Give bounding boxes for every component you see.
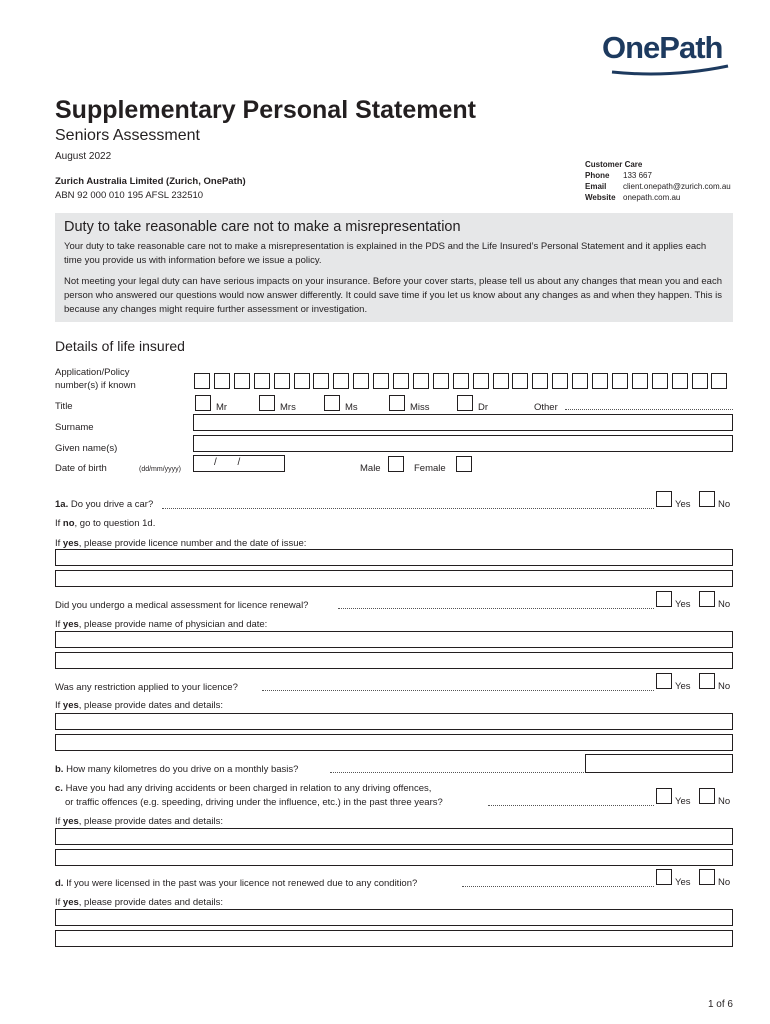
policy-label-line-1: Application/Policy [55,367,130,378]
if-yes-prefix: If [55,816,63,827]
if-yes-prefix: If [55,897,63,908]
policy-number-char-box[interactable] [632,373,648,389]
male-label: Male [360,463,381,474]
policy-number-char-box[interactable] [254,373,270,389]
qd-leader [462,886,654,887]
q1a-number: 1a. [55,499,69,510]
qc-text-1 [55,783,431,794]
q1a-yes-detail: , please provide licence number and the date of issue: [78,538,307,549]
duty-heading: Duty to take reasonable care not to make a misrepresentation [64,219,461,235]
qc-yes-label: Yes [675,796,691,807]
q1a-yes-checkbox[interactable] [656,491,672,507]
title-miss-label: Miss [410,402,430,413]
duty-paragraph-2: Not meeting your legal duty can have serious impacts on your insurance. Before your cover starts, please tell us about any changes that mean you and each person who answered our questions would now answer differently. It could save time if you let us know about any changes as and when they happen. This is because any changes might require further assessment or investigation. [64,276,723,315]
policy-number-char-box[interactable] [493,373,509,389]
policy-number-char-box[interactable] [592,373,608,389]
q1a-yes-instruction [55,538,306,549]
policy-number-char-box[interactable] [234,373,250,389]
page-number: 1 of 6 [707,999,733,1010]
if-yes-prefix: If [55,700,63,711]
policy-number-char-box[interactable] [652,373,668,389]
policy-number-char-box[interactable] [433,373,449,389]
policy-number-char-box[interactable] [294,373,310,389]
policy-number-char-box[interactable] [711,373,727,389]
surname-input[interactable] [193,414,733,431]
customer-care-heading: Customer Care [585,160,643,169]
title-mr-label: Mr [216,402,228,413]
restriction-input-1[interactable] [55,713,733,730]
qd-no-label: No [718,877,731,888]
policy-number-char-box[interactable] [214,373,230,389]
qc-leader [488,805,654,806]
qb-leader [330,772,584,773]
if-yes-bold: yes [62,619,79,630]
medical-yes-label: Yes [675,599,691,610]
policy-number-char-box[interactable] [532,373,548,389]
q1a-no-checkbox[interactable] [699,491,715,507]
qc-yes-instruction [55,816,223,827]
km-per-month-input[interactable] [585,754,733,773]
policy-number-char-box[interactable] [672,373,688,389]
q1a-label: Do you drive a car? [70,499,154,510]
restriction-yes-detail: , please provide dates and details: [78,700,223,711]
qd-yes-detail: , please provide dates and details: [78,897,223,908]
policy-number-char-box[interactable] [692,373,708,389]
policy-number-char-box[interactable] [353,373,369,389]
qd-yes-label: Yes [675,877,691,888]
dob-label: Date of birth [55,463,107,474]
if-yes-bold: yes [62,816,79,827]
restriction-yes-checkbox[interactable] [656,673,672,689]
policy-number-label [55,366,136,392]
licence-condition-input-1[interactable] [55,909,733,926]
life-insured-heading: Details of life insured [55,338,185,354]
qc-label-1: Have you had any driving accidents or been charged in relation to any driving offences, [65,783,432,794]
policy-number-char-box[interactable] [473,373,489,389]
accidents-input-1[interactable] [55,828,733,845]
physician-input-1[interactable] [55,631,733,648]
duty-paragraph-1: Your duty to take reasonable care not to make a misrepresentation is explained in the PDS and the Life Insured’s Personal Statement and it applies each time you provide us with information before we issue a policy. [64,241,707,266]
title-other-label: Other [534,402,558,413]
qd-label: If you were licensed in the past was your licence not renewed due to any condition? [66,878,418,889]
accidents-input-2[interactable] [55,849,733,866]
q1a-text [55,499,153,510]
duty-panel [55,213,733,322]
medical-no-checkbox[interactable] [699,591,715,607]
q1a-leader [162,508,654,509]
phone-label: Phone [585,171,610,180]
policy-number-char-box[interactable] [512,373,528,389]
qc-no-label: No [718,796,731,807]
qd-yes-checkbox[interactable] [656,869,672,885]
title-mrs-label: Mrs [280,402,296,413]
restriction-no-checkbox[interactable] [699,673,715,689]
dob-format: (dd/mm/yyyy) [139,466,181,473]
policy-number-char-box[interactable] [333,373,349,389]
policy-number-char-box[interactable] [194,373,210,389]
medical-yes-checkbox[interactable] [656,591,672,607]
qb-number: b. [55,764,64,775]
onepath-logo [602,30,732,78]
restriction-input-2[interactable] [55,734,733,751]
qc-yes-detail: , please provide dates and details: [78,816,223,827]
company-abn: ABN 92 000 010 195 AFSL 232510 [55,190,204,201]
qc-no-checkbox[interactable] [699,788,715,804]
given-name-label: Given name(s) [55,443,118,454]
title-ms-checkbox[interactable] [324,395,340,411]
policy-number-char-box[interactable] [572,373,588,389]
if-yes-prefix: If [55,619,63,630]
surname-label: Surname [55,422,94,433]
licence-input-1[interactable] [55,549,733,566]
policy-number-char-box[interactable] [612,373,628,389]
q1a-yes-label: Yes [675,499,691,510]
page-subtitle: Seniors Assessment [55,127,200,144]
qd-no-checkbox[interactable] [699,869,715,885]
issue-date: August 2022 [55,151,112,162]
company-name: Zurich Australia Limited (Zurich, OnePath) [55,176,246,187]
email-label: Email [585,182,607,191]
website-label: Website [585,193,616,202]
policy-number-char-box[interactable] [313,373,329,389]
title-ms-label: Ms [345,402,358,413]
customer-care [585,159,731,203]
if-yes-bold: yes [62,700,79,711]
policy-number-char-box[interactable] [552,373,568,389]
logo-wordmark: OnePath [602,30,723,65]
qd-number: d. [55,878,64,889]
restriction-leader [262,690,654,691]
qb-label: How many kilometres do you drive on a monthly basis? [66,764,299,775]
title-dr-checkbox[interactable] [457,395,473,411]
given-name-input[interactable] [193,435,733,452]
policy-number-char-box[interactable] [393,373,409,389]
qd-yes-instruction [55,897,223,908]
restriction-no-label: No [718,681,731,692]
physician-input-2[interactable] [55,652,733,669]
qc-text-2: or traffic offences (e.g. speeding, driving under the influence, etc.) in the past three years? [65,797,443,808]
qb-text [55,764,298,775]
phone-value: 133 667 [623,171,652,180]
dob-input[interactable]: / / [193,455,285,472]
title-dr-label: Dr [478,402,489,413]
policy-number-char-box[interactable] [373,373,389,389]
female-checkbox[interactable] [456,456,472,472]
policy-number-char-box[interactable] [274,373,290,389]
q1a-no-label: No [718,499,731,510]
title-mrs-checkbox[interactable] [259,395,275,411]
female-label: Female [414,463,446,474]
licence-condition-input-2[interactable] [55,930,733,947]
title-miss-checkbox[interactable] [389,395,405,411]
policy-number-char-box[interactable] [453,373,469,389]
restriction-yes-label: Yes [675,681,691,692]
email-value[interactable]: client.onepath@zurich.com.au [623,182,731,191]
title-label: Title [55,401,73,412]
title-mr-checkbox[interactable] [195,395,211,411]
if-yes-bold: yes [62,897,79,908]
policy-label-line-2: number(s) if known [55,380,136,391]
medical-question: Did you undergo a medical assessment for licence renewal? [55,600,309,611]
policy-number-char-box[interactable] [413,373,429,389]
title-other-field[interactable] [565,409,733,410]
if-no-suffix: , go to question 1d. [74,518,156,529]
qd-text [55,878,417,889]
licence-input-2[interactable] [55,570,733,587]
restriction-question: Was any restriction applied to your licence? [55,682,238,693]
qc-number: c. [55,783,63,794]
medical-no-label: No [718,599,731,610]
logo-swoosh-icon [610,64,730,78]
if-no-prefix: If [55,518,63,529]
if-no-instruction [55,518,155,529]
page-title: Supplementary Personal Statement [55,96,476,124]
if-no-bold: no [62,518,75,529]
restriction-yes-instruction [55,700,223,711]
if-yes-prefix: If [55,538,63,549]
medical-leader [338,608,654,609]
medical-yes-detail: , please provide name of physician and date: [78,619,268,630]
website-value[interactable]: onepath.com.au [623,193,681,202]
if-yes-bold: yes [62,538,79,549]
qc-yes-checkbox[interactable] [656,788,672,804]
medical-yes-instruction [55,619,267,630]
male-checkbox[interactable] [388,456,404,472]
